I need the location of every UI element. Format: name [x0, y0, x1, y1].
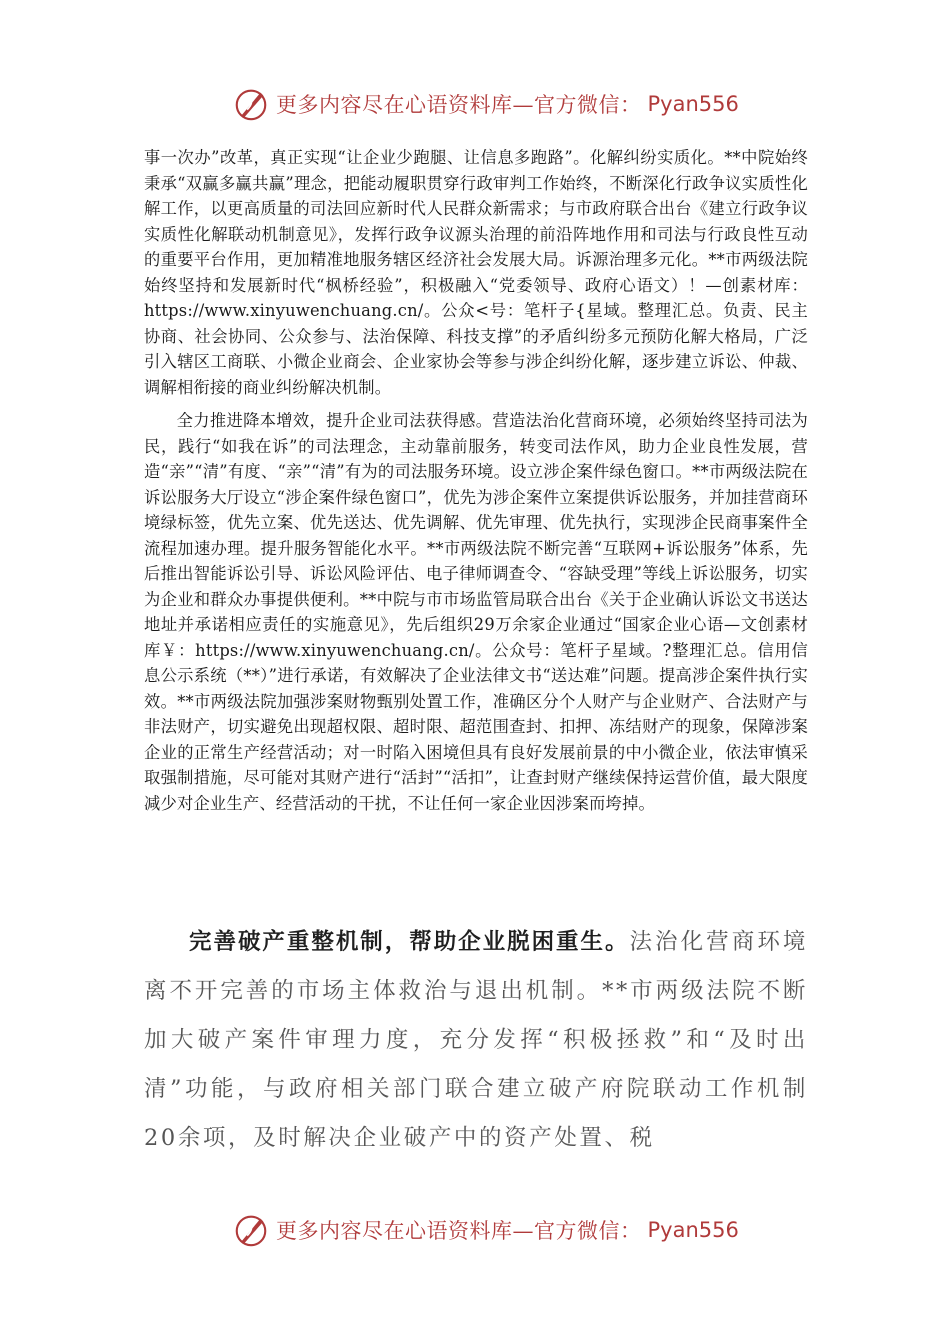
watermark-text: 更多内容尽在心语资料库—官方微信： [276, 93, 642, 117]
footer-watermark [232, 1210, 739, 1250]
section-text: 法治化营商环境离不开完善的市场主体救治与退出机制。**市两级法院不断加大破产案件审理力度，充分发挥“积极拯救”和“及时出清”功能，与政府相关部门联合建立破产府院联动工作机制20余项，及时解决企业破产中的资产处置、税 [144, 929, 808, 1151]
paragraph-1: 事一次办”改革，真正实现“让企业少跑腿、让信息多跑路”。化解纠纷实质化。**中院始终秉承“双赢多赢共赢”理念，把能动履职贯穿行政审判工作始终，不断深化行政争议实质性化解工作，以更高质量的司法回应新时代人民群众新需求；与市政府联合出台《建立行政争议实质性化解联动机制意见》，发挥行政争议源头治理的前沿阵地作用和司法与行政良性互动的重要平台作用，更加精准地服务辖区经济社会发展大局。诉源治理多元化。**市两级法院始终坚持和发展新时代“枫桥经验”，积极融入“党委领导、政府心语文）！—创素材库：https://www.xinyuwenchuang.cn/。公众<号：笔杆子{星域。整理汇总。负责、民主协商、社会协同、公众参与、法治保障、科技支撑”的矛盾纠纷多元预防化解大格局，广泛引入辖区工商联、小微企业商会、企业家协会等参与涉企纠纷化解，逐步建立诉讼、仲裁、调解相衔接的商业纠纷解决机制。 [144, 148, 808, 397]
section-paragraph [144, 918, 808, 1163]
article-body [144, 145, 808, 816]
watermark-wechat-id: Pyan556 [647, 1218, 739, 1242]
paragraph-2: 全力推进降本增效，提升企业司法获得感。营造法治化营商环境，必须始终坚持司法为民，践行“如我在诉”的司法理念，主动靠前服务，转变司法作风，助力企业良性发展，营造“亲”“清”有度、“亲”“清”有为的司法服务环境。设立涉企案件绿色窗口。**市两级法院在诉讼服务大厅设立“涉企案件绿色窗口”，优先为涉企案件立案提供诉讼服务，并加挂营商环境绿标签，优先立案、优先送达、优先调解、优先审理、优先执行，实现涉企民商事案件全流程加速办理。提升服务智能化水平。**市两级法院不断完善“互联网+诉讼服务”体系，先后推出智能诉讼引导、诉讼风险评估、电子律师调查令、“容缺受理”等线上诉讼服务，切实为企业和群众办事提供便利。**中院与市市场监管局联合出台《关于企业确认诉讼文书送达地址并承诺相应责任的实施意见》，先后组织29万余家企业通过“国家企业心语—文创素材库￥：https://www.xinyuwenchuang.cn/。公众号：笔杆子星域。?整理汇总。信用信息公示系统（**）”进行承诺，有效解决了企业法律文书“送达难”问题。提高涉企案件执行实效。**市两级法院加强涉案财物甄别处置工作，准确区分个人财产与企业财产、合法财产与非法财产，切实避免出现超权限、超时限、超范围查封、扣押、冻结财产的现象，保障涉案企业的正常生产经营活动；对一时陷入困境但具有良好发展前景的中小微企业，依法审慎采取强制措施，尽可能对其财产进行“活封”“活扣”，让查封财产继续保持运营价值，最大限度减少对企业生产、经营活动的干扰，不让任何一家企业因涉案而垮掉。 [144, 411, 808, 813]
header-watermark [232, 84, 739, 124]
watermark-text: 更多内容尽在心语资料库—官方微信： [276, 1219, 642, 1243]
watermark-wechat-id: Pyan556 [647, 92, 739, 116]
section-heading: 完善破产重整机制，帮助企业脱困重生。 [189, 929, 630, 955]
quill-logo-icon [232, 85, 270, 123]
quill-logo-icon [232, 1211, 270, 1249]
